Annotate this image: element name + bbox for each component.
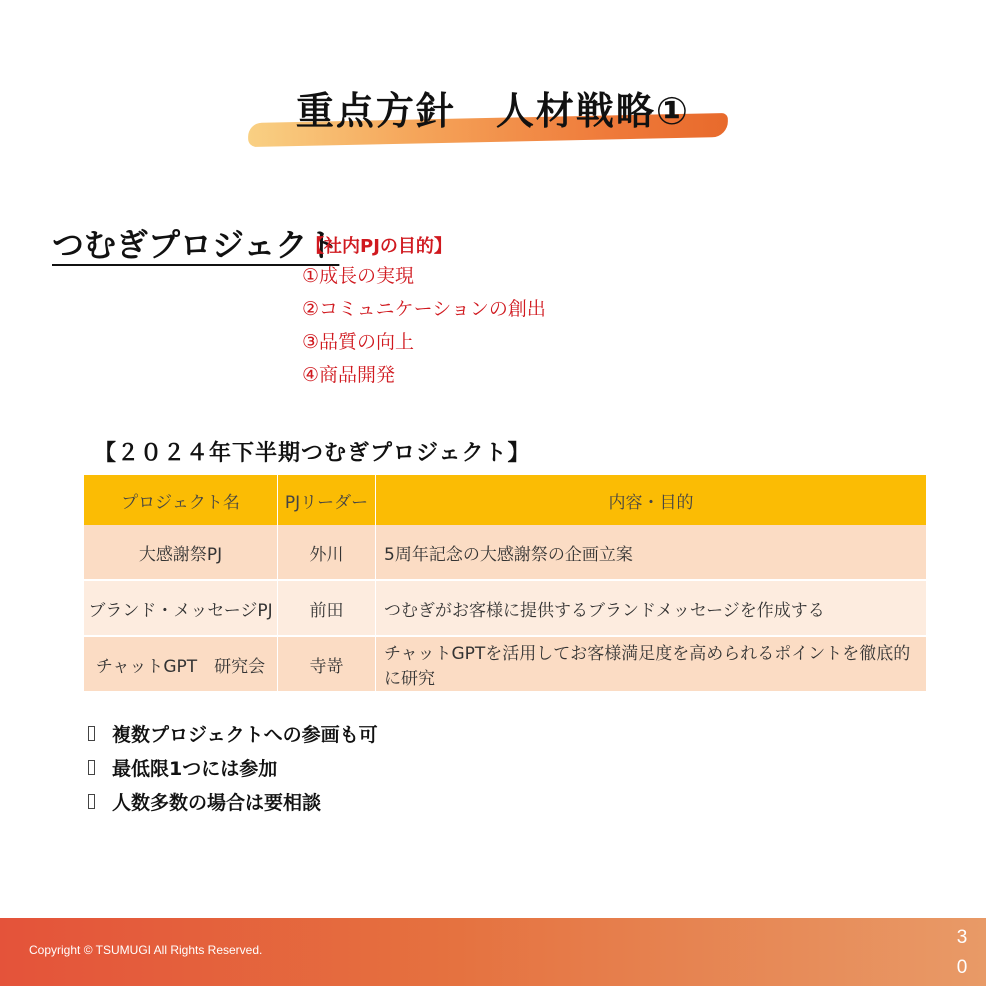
purpose-item: ④商品開発 [302, 364, 396, 386]
project-table [84, 475, 926, 691]
bullet-icon [88, 726, 95, 741]
table-caption: 【２０２４年下半期つむぎプロジェクト】 [94, 441, 531, 466]
purpose-heading: 【社内PJの目的】 [306, 236, 452, 257]
project-purpose-cell: つむぎがお客様に提供するブランドメッセージを作成する [376, 580, 927, 636]
purpose-item: ②コミュニケーションの創出 [302, 298, 546, 320]
table-row [84, 636, 926, 691]
page-number: 30 [956, 927, 968, 978]
note-item [88, 784, 378, 818]
note-item [88, 750, 378, 784]
column-header-purpose: 内容・目的 [376, 475, 927, 525]
table-row [84, 525, 926, 580]
column-header-leader: PJリーダー [278, 475, 376, 525]
project-leader-cell: 寺嵜 [278, 636, 376, 691]
column-header-project-name: プロジェクト名 [84, 475, 278, 525]
project-leader-cell: 外川 [278, 525, 376, 580]
project-leader-cell: 前田 [278, 580, 376, 636]
note-text: 複数プロジェクトへの参画も可 [112, 723, 378, 746]
purpose-item: ①成長の実現 [302, 265, 415, 287]
project-purpose-cell: 5周年記念の大感謝祭の企画立案 [376, 525, 927, 580]
project-name-cell: ブランド・メッセージPJ [84, 580, 278, 636]
section-heading: つむぎプロジェクト [52, 226, 340, 264]
project-name-cell: 大感謝祭PJ [84, 525, 278, 580]
note-text: 人数多数の場合は要相談 [112, 791, 322, 814]
bullet-icon [88, 794, 95, 809]
note-text: 最低限1つには参加 [112, 757, 278, 780]
notes-list [88, 716, 378, 818]
project-purpose-cell: チャットGPTを活用してお客様満足度を高められるポイントを徹底的に研究 [376, 636, 927, 691]
purpose-block [302, 234, 546, 392]
note-item [88, 716, 378, 750]
purpose-item: ③品質の向上 [302, 331, 415, 353]
table-header-row [84, 475, 926, 525]
slide-title-area [0, 72, 986, 152]
copyright-text: Copyright © TSUMUGI All Rights Reserved. [29, 943, 263, 957]
slide-title: 重点方針 人材戦略① [295, 89, 691, 133]
project-name-cell: チャットGPT 研究会 [84, 636, 278, 691]
bullet-icon [88, 760, 95, 775]
table-row [84, 580, 926, 636]
